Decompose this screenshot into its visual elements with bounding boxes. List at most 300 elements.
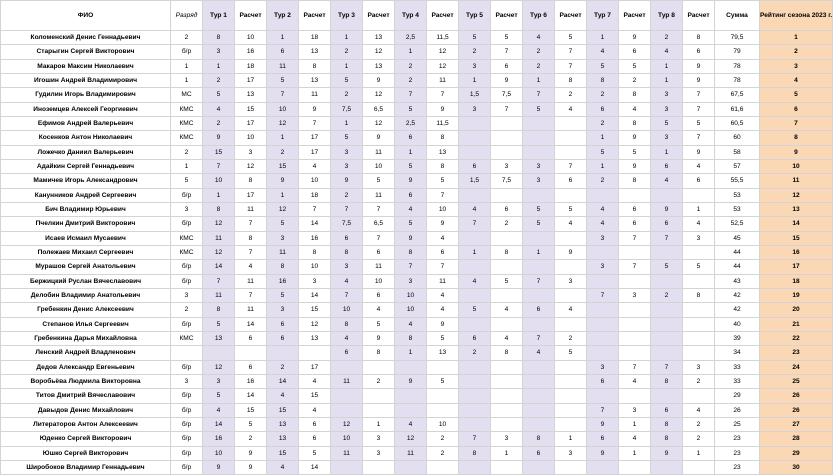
cell-tour-4[interactable]: 2,5 (395, 31, 427, 45)
cell-calc-2[interactable]: 4 (299, 159, 331, 173)
cell-calc-6[interactable]: 7 (555, 45, 587, 59)
cell-tour-7[interactable]: 5 (587, 145, 619, 159)
cell-tour-5[interactable] (459, 403, 491, 417)
cell-calc-1[interactable]: 17 (235, 116, 267, 130)
cell-tour-8[interactable]: 8 (651, 417, 683, 431)
cell-fio[interactable]: Старыгин Сергей Викторович (1, 45, 171, 59)
cell-tour-3[interactable]: 7 (331, 288, 363, 302)
cell-tour-8[interactable]: 6 (651, 403, 683, 417)
cell-calc-7[interactable]: 5 (619, 59, 651, 73)
cell-tour-3[interactable]: 1 (331, 31, 363, 45)
cell-fio[interactable]: Юденко Сергей Викторович (1, 432, 171, 446)
cell-tour-1[interactable]: 7 (203, 159, 235, 173)
cell-calc-2[interactable]: 4 (299, 403, 331, 417)
cell-tour-3[interactable]: 3 (331, 145, 363, 159)
cell-rank[interactable]: б/р (171, 188, 203, 202)
cell-tour-4[interactable]: 4 (395, 417, 427, 431)
cell-tour-7[interactable]: 6 (587, 102, 619, 116)
cell-tour-8[interactable]: 7 (651, 360, 683, 374)
col-header-calc-5[interactable]: Расчет (491, 1, 523, 31)
cell-calc-8[interactable]: 1 (683, 446, 715, 460)
cell-calc-6[interactable]: 1 (555, 432, 587, 446)
cell-tour-5[interactable]: 5 (459, 303, 491, 317)
cell-tour-2[interactable]: 9 (267, 174, 299, 188)
cell-calc-7[interactable]: 5 (619, 145, 651, 159)
cell-tour-5[interactable] (459, 360, 491, 374)
cell-tour-4[interactable]: 5 (395, 102, 427, 116)
cell-tour-2[interactable]: 15 (267, 446, 299, 460)
cell-calc-2[interactable]: 5 (299, 446, 331, 460)
cell-tour-5[interactable]: 3 (459, 59, 491, 73)
cell-calc-5[interactable] (491, 188, 523, 202)
cell-calc-4[interactable]: 13 (427, 346, 459, 360)
cell-tour-8[interactable]: 2 (651, 31, 683, 45)
cell-tour-3[interactable]: 2 (331, 188, 363, 202)
cell-sum[interactable]: 40 (715, 317, 760, 331)
col-header-calc-2[interactable]: Расчет (299, 1, 331, 31)
cell-tour-3[interactable]: 10 (331, 303, 363, 317)
cell-calc-7[interactable]: 7 (619, 360, 651, 374)
cell-tour-6[interactable]: 6 (523, 446, 555, 460)
cell-calc-3[interactable]: 6 (363, 245, 395, 259)
cell-rank[interactable]: 2 (171, 303, 203, 317)
cell-calc-1[interactable]: 17 (235, 73, 267, 87)
cell-rating-place[interactable]: 24 (760, 360, 833, 374)
cell-calc-3[interactable]: 5 (363, 174, 395, 188)
cell-tour-5[interactable] (459, 317, 491, 331)
cell-tour-1[interactable]: 5 (203, 88, 235, 102)
cell-calc-7[interactable]: 1 (619, 417, 651, 431)
cell-fio[interactable]: Гудилин Игорь Владимирович (1, 88, 171, 102)
cell-tour-8[interactable] (651, 317, 683, 331)
cell-tour-7[interactable] (587, 245, 619, 259)
cell-calc-2[interactable]: 8 (299, 59, 331, 73)
cell-tour-7[interactable]: 9 (587, 446, 619, 460)
cell-calc-7[interactable]: 6 (619, 217, 651, 231)
cell-calc-2[interactable]: 15 (299, 389, 331, 403)
cell-calc-8[interactable]: 1 (683, 202, 715, 216)
cell-tour-3[interactable]: 2 (331, 88, 363, 102)
cell-tour-2[interactable]: 5 (267, 217, 299, 231)
cell-tour-3[interactable]: 11 (331, 446, 363, 460)
cell-calc-1[interactable]: 14 (235, 389, 267, 403)
cell-tour-8[interactable]: 1 (651, 59, 683, 73)
cell-rating-place[interactable]: 4 (760, 73, 833, 87)
cell-rank[interactable]: КМС (171, 116, 203, 130)
cell-tour-4[interactable]: 4 (395, 317, 427, 331)
cell-calc-4[interactable]: 5 (427, 331, 459, 345)
cell-calc-1[interactable]: 15 (235, 102, 267, 116)
cell-tour-8[interactable]: 4 (651, 174, 683, 188)
cell-tour-3[interactable]: 8 (331, 317, 363, 331)
cell-tour-2[interactable]: 13 (267, 432, 299, 446)
cell-tour-3[interactable]: 1 (331, 116, 363, 130)
cell-tour-3[interactable]: 5 (331, 131, 363, 145)
cell-tour-7[interactable]: 8 (587, 73, 619, 87)
cell-fio[interactable]: Степанов Илья Сергеевич (1, 317, 171, 331)
cell-tour-2[interactable]: 15 (267, 403, 299, 417)
cell-tour-5[interactable]: 8 (459, 446, 491, 460)
cell-calc-4[interactable]: 11 (427, 274, 459, 288)
cell-calc-6[interactable] (555, 231, 587, 245)
cell-tour-3[interactable]: 3 (331, 260, 363, 274)
cell-calc-7[interactable]: 4 (619, 432, 651, 446)
cell-calc-2[interactable]: 13 (299, 73, 331, 87)
cell-sum[interactable]: 23 (715, 460, 760, 474)
cell-calc-2[interactable]: 13 (299, 331, 331, 345)
cell-calc-1[interactable]: 4 (235, 260, 267, 274)
cell-fio[interactable]: Полежаев Михаил Сергеевич (1, 245, 171, 259)
cell-calc-4[interactable] (427, 360, 459, 374)
cell-tour-7[interactable]: 3 (587, 360, 619, 374)
cell-calc-3[interactable]: 5 (363, 317, 395, 331)
cell-calc-8[interactable]: 2 (683, 417, 715, 431)
cell-calc-7[interactable]: 9 (619, 159, 651, 173)
cell-calc-3[interactable] (363, 403, 395, 417)
cell-rank[interactable]: б/р (171, 317, 203, 331)
cell-tour-3[interactable]: 8 (331, 245, 363, 259)
cell-rank[interactable]: КМС (171, 102, 203, 116)
cell-rating-place[interactable]: 26 (760, 403, 833, 417)
cell-tour-8[interactable]: 4 (651, 45, 683, 59)
cell-sum[interactable]: 79,5 (715, 31, 760, 45)
cell-rank[interactable]: 1 (171, 59, 203, 73)
cell-rank[interactable]: б/р (171, 360, 203, 374)
cell-tour-3[interactable]: 9 (331, 174, 363, 188)
cell-calc-3[interactable]: 12 (363, 88, 395, 102)
cell-fio[interactable]: Литераторов Антон Алексеевич (1, 417, 171, 431)
cell-calc-4[interactable] (427, 460, 459, 474)
cell-calc-3[interactable]: 6 (363, 288, 395, 302)
cell-calc-3[interactable]: 2 (363, 374, 395, 388)
cell-tour-8[interactable] (651, 346, 683, 360)
cell-rank[interactable]: 1 (171, 159, 203, 173)
cell-calc-6[interactable]: 5 (555, 202, 587, 216)
cell-tour-1[interactable]: 5 (203, 389, 235, 403)
cell-sum[interactable]: 60 (715, 131, 760, 145)
cell-calc-3[interactable]: 11 (363, 188, 395, 202)
cell-tour-2[interactable]: 8 (267, 260, 299, 274)
cell-rating-place[interactable]: 18 (760, 274, 833, 288)
cell-tour-6[interactable] (523, 116, 555, 130)
cell-tour-5[interactable] (459, 417, 491, 431)
cell-tour-6[interactable]: 1 (523, 245, 555, 259)
cell-calc-1[interactable]: 12 (235, 159, 267, 173)
cell-fio[interactable]: Исаев Исмаил Мусаевич (1, 231, 171, 245)
cell-calc-5[interactable]: 6 (491, 202, 523, 216)
cell-calc-6[interactable] (555, 145, 587, 159)
cell-tour-4[interactable] (395, 460, 427, 474)
cell-calc-7[interactable]: 4 (619, 102, 651, 116)
cell-calc-3[interactable]: 13 (363, 31, 395, 45)
col-header-tour-5[interactable]: Тур 5 (459, 1, 491, 31)
cell-calc-3[interactable]: 4 (363, 303, 395, 317)
cell-tour-1[interactable]: 9 (203, 460, 235, 474)
cell-tour-6[interactable] (523, 317, 555, 331)
cell-calc-4[interactable]: 5 (427, 174, 459, 188)
cell-tour-3[interactable]: 1 (331, 59, 363, 73)
cell-calc-4[interactable]: 12 (427, 45, 459, 59)
cell-tour-4[interactable] (395, 403, 427, 417)
cell-calc-3[interactable]: 11 (363, 260, 395, 274)
cell-calc-4[interactable]: 2 (427, 432, 459, 446)
cell-rating-place[interactable]: 13 (760, 202, 833, 216)
cell-fio[interactable]: Титов Дмитрий Вячеславович (1, 389, 171, 403)
cell-calc-5[interactable]: 4 (491, 331, 523, 345)
cell-calc-8[interactable]: 3 (683, 360, 715, 374)
cell-tour-3[interactable]: 6 (331, 346, 363, 360)
cell-tour-4[interactable]: 11 (395, 446, 427, 460)
cell-rank[interactable]: 1 (171, 73, 203, 87)
col-header-tour-6[interactable]: Тур 6 (523, 1, 555, 31)
cell-tour-1[interactable] (203, 346, 235, 360)
cell-calc-8[interactable] (683, 245, 715, 259)
cell-tour-7[interactable] (587, 303, 619, 317)
cell-tour-2[interactable]: 6 (267, 317, 299, 331)
cell-tour-8[interactable] (651, 460, 683, 474)
cell-sum[interactable]: 29 (715, 389, 760, 403)
cell-rating-place[interactable]: 1 (760, 31, 833, 45)
cell-calc-6[interactable]: 5 (555, 31, 587, 45)
cell-rank[interactable]: б/р (171, 389, 203, 403)
cell-sum[interactable]: 55,5 (715, 174, 760, 188)
cell-calc-1[interactable]: 13 (235, 88, 267, 102)
cell-tour-1[interactable]: 15 (203, 145, 235, 159)
cell-sum[interactable]: 44 (715, 245, 760, 259)
cell-calc-6[interactable]: 8 (555, 73, 587, 87)
cell-tour-7[interactable] (587, 460, 619, 474)
cell-tour-4[interactable]: 6 (395, 131, 427, 145)
cell-calc-8[interactable] (683, 303, 715, 317)
cell-calc-6[interactable] (555, 131, 587, 145)
cell-tour-1[interactable]: 5 (203, 317, 235, 331)
cell-calc-3[interactable]: 12 (363, 116, 395, 130)
cell-tour-4[interactable]: 8 (395, 331, 427, 345)
cell-fio[interactable]: Мурашов Сергей Анатольевич (1, 260, 171, 274)
cell-calc-3[interactable]: 6,5 (363, 102, 395, 116)
cell-tour-1[interactable]: 14 (203, 260, 235, 274)
cell-tour-6[interactable] (523, 188, 555, 202)
cell-rank[interactable]: б/р (171, 460, 203, 474)
cell-calc-8[interactable]: 6 (683, 45, 715, 59)
cell-tour-1[interactable]: 12 (203, 360, 235, 374)
cell-calc-8[interactable]: 6 (683, 174, 715, 188)
cell-tour-6[interactable]: 2 (523, 59, 555, 73)
cell-tour-8[interactable]: 1 (651, 73, 683, 87)
cell-rank[interactable]: б/р (171, 432, 203, 446)
cell-tour-1[interactable]: 12 (203, 245, 235, 259)
cell-calc-5[interactable] (491, 131, 523, 145)
cell-calc-5[interactable]: 8 (491, 346, 523, 360)
cell-calc-1[interactable]: 7 (235, 217, 267, 231)
cell-rating-place[interactable]: 14 (760, 217, 833, 231)
cell-tour-8[interactable]: 8 (651, 432, 683, 446)
cell-calc-4[interactable]: 4 (427, 303, 459, 317)
cell-calc-2[interactable]: 3 (299, 274, 331, 288)
cell-tour-5[interactable] (459, 231, 491, 245)
cell-tour-8[interactable] (651, 303, 683, 317)
cell-tour-6[interactable]: 5 (523, 202, 555, 216)
cell-tour-2[interactable] (267, 346, 299, 360)
cell-calc-8[interactable]: 7 (683, 131, 715, 145)
cell-fio[interactable]: Бич Владимир Юрьевич (1, 202, 171, 216)
cell-tour-7[interactable]: 2 (587, 174, 619, 188)
cell-calc-4[interactable]: 8 (427, 131, 459, 145)
cell-calc-3[interactable]: 10 (363, 274, 395, 288)
cell-sum[interactable]: 39 (715, 331, 760, 345)
cell-fio[interactable]: Мамичев Игорь Александрович (1, 174, 171, 188)
cell-sum[interactable]: 67,5 (715, 88, 760, 102)
cell-tour-4[interactable]: 3 (395, 274, 427, 288)
cell-tour-4[interactable]: 12 (395, 432, 427, 446)
cell-fio[interactable]: Косенков Антон Николаевич (1, 131, 171, 145)
cell-calc-7[interactable] (619, 331, 651, 345)
cell-tour-2[interactable]: 4 (267, 460, 299, 474)
cell-calc-6[interactable]: 3 (555, 446, 587, 460)
cell-calc-8[interactable]: 4 (683, 159, 715, 173)
cell-tour-6[interactable] (523, 417, 555, 431)
cell-tour-6[interactable] (523, 374, 555, 388)
cell-calc-2[interactable]: 9 (299, 102, 331, 116)
cell-calc-6[interactable] (555, 260, 587, 274)
cell-calc-6[interactable] (555, 116, 587, 130)
cell-tour-2[interactable]: 12 (267, 116, 299, 130)
cell-calc-8[interactable]: 8 (683, 31, 715, 45)
col-header-fio[interactable]: ФИО (1, 1, 171, 31)
cell-rank[interactable] (171, 346, 203, 360)
cell-calc-5[interactable]: 1 (491, 446, 523, 460)
cell-calc-1[interactable]: 7 (235, 245, 267, 259)
cell-tour-1[interactable]: 7 (203, 274, 235, 288)
cell-tour-3[interactable]: 6 (331, 231, 363, 245)
cell-rank[interactable]: КМС (171, 331, 203, 345)
cell-rating-place[interactable]: 25 (760, 374, 833, 388)
cell-calc-8[interactable] (683, 389, 715, 403)
cell-tour-6[interactable]: 4 (523, 31, 555, 45)
cell-calc-3[interactable] (363, 460, 395, 474)
cell-calc-3[interactable]: 7 (363, 231, 395, 245)
cell-tour-8[interactable]: 1 (651, 145, 683, 159)
cell-tour-2[interactable]: 6 (267, 45, 299, 59)
cell-calc-5[interactable] (491, 317, 523, 331)
cell-calc-1[interactable]: 8 (235, 174, 267, 188)
col-header-calc-1[interactable]: Расчет (235, 1, 267, 31)
cell-tour-8[interactable]: 6 (651, 217, 683, 231)
cell-calc-7[interactable] (619, 460, 651, 474)
cell-rank[interactable]: б/р (171, 417, 203, 431)
cell-calc-6[interactable] (555, 360, 587, 374)
cell-tour-2[interactable]: 1 (267, 131, 299, 145)
cell-tour-5[interactable] (459, 374, 491, 388)
cell-tour-5[interactable] (459, 131, 491, 145)
cell-tour-3[interactable] (331, 403, 363, 417)
cell-calc-1[interactable]: 11 (235, 202, 267, 216)
cell-rating-place[interactable]: 6 (760, 102, 833, 116)
cell-fio[interactable]: Дедов Александр Евгеньевич (1, 360, 171, 374)
cell-calc-2[interactable]: 17 (299, 360, 331, 374)
cell-calc-5[interactable] (491, 145, 523, 159)
cell-rating-place[interactable]: 27 (760, 417, 833, 431)
cell-tour-2[interactable]: 5 (267, 288, 299, 302)
cell-calc-7[interactable]: 4 (619, 374, 651, 388)
cell-fio[interactable]: Ложечко Даниил Валерьевич (1, 145, 171, 159)
cell-tour-2[interactable]: 16 (267, 274, 299, 288)
cell-calc-8[interactable]: 9 (683, 73, 715, 87)
cell-tour-2[interactable]: 1 (267, 31, 299, 45)
cell-calc-2[interactable]: 10 (299, 174, 331, 188)
col-header-rating[interactable]: Рейтинг сезона 2023 г. (760, 1, 833, 31)
cell-tour-7[interactable]: 3 (587, 231, 619, 245)
cell-tour-1[interactable]: 3 (203, 374, 235, 388)
cell-calc-2[interactable]: 4 (299, 374, 331, 388)
cell-tour-5[interactable]: 3 (459, 102, 491, 116)
cell-calc-6[interactable] (555, 188, 587, 202)
cell-tour-1[interactable]: 2 (203, 116, 235, 130)
cell-fio[interactable]: Бержицкий Руслан Вячеславович (1, 274, 171, 288)
cell-tour-3[interactable] (331, 389, 363, 403)
cell-calc-8[interactable] (683, 331, 715, 345)
col-header-calc-7[interactable]: Расчет (619, 1, 651, 31)
cell-calc-4[interactable]: 12 (427, 59, 459, 73)
cell-tour-7[interactable]: 6 (587, 374, 619, 388)
cell-rank[interactable]: б/р (171, 217, 203, 231)
cell-calc-6[interactable] (555, 288, 587, 302)
cell-calc-5[interactable] (491, 231, 523, 245)
cell-calc-7[interactable]: 7 (619, 231, 651, 245)
cell-tour-7[interactable]: 3 (587, 260, 619, 274)
cell-tour-5[interactable] (459, 288, 491, 302)
cell-fio[interactable]: Делобин Владимир Анатольевич (1, 288, 171, 302)
col-header-tour-7[interactable]: Тур 7 (587, 1, 619, 31)
cell-tour-6[interactable]: 2 (523, 45, 555, 59)
cell-calc-8[interactable]: 2 (683, 374, 715, 388)
cell-rating-place[interactable]: 16 (760, 245, 833, 259)
cell-tour-2[interactable]: 7 (267, 88, 299, 102)
cell-tour-7[interactable]: 1 (587, 159, 619, 173)
cell-fio[interactable]: Воробьёва Людмила Викторовна (1, 374, 171, 388)
cell-calc-5[interactable] (491, 288, 523, 302)
cell-tour-5[interactable] (459, 145, 491, 159)
cell-fio[interactable]: Давыдов Денис Михайлович (1, 403, 171, 417)
cell-rank[interactable]: б/р (171, 260, 203, 274)
cell-sum[interactable]: 45 (715, 231, 760, 245)
cell-sum[interactable]: 42 (715, 288, 760, 302)
cell-tour-8[interactable]: 7 (651, 231, 683, 245)
cell-tour-6[interactable]: 5 (523, 102, 555, 116)
cell-calc-5[interactable]: 7,5 (491, 88, 523, 102)
cell-calc-6[interactable] (555, 317, 587, 331)
cell-tour-2[interactable]: 12 (267, 202, 299, 216)
cell-rank[interactable]: 2 (171, 145, 203, 159)
cell-tour-5[interactable]: 1 (459, 245, 491, 259)
cell-rating-place[interactable]: 3 (760, 59, 833, 73)
cell-sum[interactable]: 53 (715, 188, 760, 202)
cell-tour-3[interactable]: 4 (331, 331, 363, 345)
cell-tour-1[interactable]: 10 (203, 446, 235, 460)
cell-tour-1[interactable]: 16 (203, 432, 235, 446)
cell-tour-1[interactable]: 13 (203, 331, 235, 345)
cell-tour-1[interactable]: 1 (203, 59, 235, 73)
cell-rating-place[interactable]: 9 (760, 145, 833, 159)
cell-tour-1[interactable]: 4 (203, 102, 235, 116)
cell-tour-3[interactable] (331, 360, 363, 374)
col-header-tour-3[interactable]: Тур 3 (331, 1, 363, 31)
cell-calc-8[interactable]: 9 (683, 145, 715, 159)
cell-tour-3[interactable]: 3 (331, 159, 363, 173)
cell-calc-5[interactable]: 5 (491, 274, 523, 288)
cell-calc-6[interactable] (555, 460, 587, 474)
cell-tour-4[interactable] (395, 360, 427, 374)
